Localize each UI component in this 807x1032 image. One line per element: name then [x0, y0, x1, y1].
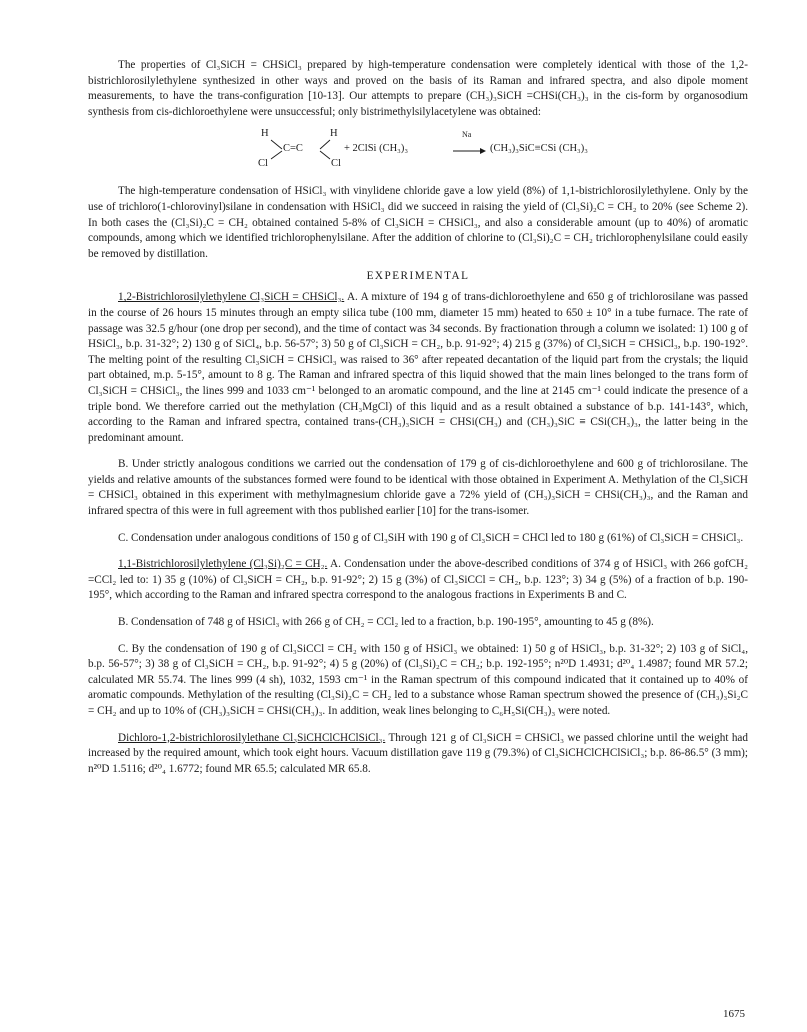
exp3-title: Dichloro-1,2-bistrichlorosilylethane Cl₃SiCHClCHClSiCl₃. [118, 731, 386, 744]
exp2-title: 1,1-Bistrichlorosilylethylene (Cl₃Si)₂C = CH₂. [118, 558, 328, 571]
exp2-c-paragraph: C. By the condensation of 190 g of Cl₃SiCCl = CH₂ with 150 g of HSiCl₃ we obtained: 1) 50 g of HSiCl₃, b.p. 31-32°; 2) 103 g of SiCl₄, b.p. 56-57°; 3) 38 g of Cl₃SiCH = CH₂, b.p. 91-92°; 4) 5 g (20%) of (Cl₃Si)₂C = CH₂; b.p. 192-195°; n²⁰D 1.4931; d²⁰₄ 1.4987; found MR 57.2; calculated MR 55.74. The lines 999 (4 sh), 1032, 1593 cm⁻¹ in the Raman spectrum of this compound indicated that it contained up to 40% of aromatic compounds. Methylation of the resulting (Cl₃Si)₂C = CH₂ led to a substance whose Raman spectrum showed the presence of (CH₃)₃Si₂C = CH₂ and up to 10% of (CH₃)₃SiCH = CHSi(CH₃)₃. In addition, weak lines belonging to C₆H₅Si(CH₃)₃ were noted. [88, 642, 748, 717]
exp1-a-text: A. A mixture of 194 g of trans-dichloroethylene and 650 g of trichlorosilane was passed in the course of 26 hours 15 minutes through an empty silica tube (100 mm, diameter 15 mm) heated to 650 ± 10° in a tube furnace. The rate of passage was 32.5 g/hour (one drop per second), and the time of contact was 34 seconds. By fractionation through a column we isolated: 1) 100 g of HSiCl₃, b.p. 31-32°; 2) 130 g of SiCl₄, b.p. 56-57°; 3) 50 g of Cl₃SiCH = CH₂, b.p. 91-92°; 4) 215 g (37%) of Cl₃SiCH = CHSiCl₃, b.p. 190-192°. The melting point of the resulting Cl₃SiCH = CHSiCl₃ was raised to 36° after repeated decantation of the liquid part from the crystals; the liquid part obtained, m.p. 5-15°, amount to 8 g. The Raman and infrared spectra of this liquid showed that the main lines belonged to the trans form of Cl₃SiCH = CHSiCl₃, the lines 999 and 1033 cm⁻¹ belonged to an aromatic compound, and the line at 2145 cm⁻¹ could indicate the presence of a triple bond. We therefore carried out the methylation (CH₃MgCl) of this liquid and as a result obtained a substance of b.p. 141-143°, which, according to the Raman and infrared spectra, contained trans-(CH₃)₃SiCH = CHSi(CH₃) and (CH₃)₃SiC ≡ CSi(CH₃)₃, the latter being in the predominant amount. [88, 291, 748, 444]
catalyst-label: Na [462, 130, 472, 140]
exp2-b-paragraph: B. Condensation of 748 g of HSiCl₃ with 266 g of CH₂ = CCl₂ led to a fraction, b.p. 190-195°, amounting to 45 g (8%). [118, 616, 654, 629]
exp2-a-text: A. Condensation under the above-described conditions of 374 g of HSiCl₃ with 266 gofCH₂ =CCl₂ led to: 1) 35 g (10%) of Cl₃SiCH = CH₂, b.p. 91-92°; 2) 15 g (3%) of Cl₃SiCCl = CH₂, b.p. 123°; 3) 34 g (5%) of a fraction of b.p. 190-195°, which according to the Raman and infrared spectra correspond to the analogous fractions in Experiments B and C. [88, 558, 748, 602]
double-bond-label: C=C [283, 143, 303, 155]
h-right-label: H [330, 128, 338, 140]
exp1-a-paragraph [88, 290, 748, 446]
exp1-b-paragraph: B. Under strictly analogous conditions we carried out the condensation of 179 g of cis-dichloroethylene and 600 g of trichlorosilane. The yields and relative amounts of the substances formed were found to be identical with those obtained in Experiment A. Methylation of the Cl₃SiCH = CHSiCl₃ obtained in this experiment with methylmagnesium chloride gave a 72% yield of (CH₃)₃SiCH = CHSi(CH₃)₃, and the Raman and infrared spectra of this were in full agreement with thos published earlier [10] for the trans-isomer. [88, 458, 748, 518]
exp1-title: 1,2-Bistrichlorosilylethylene Cl₃SiCH = CHSiCl₃. [118, 291, 345, 304]
page-number: 1675 [723, 1008, 745, 1020]
reagent-label: + 2ClSi (CH₃)₃ [344, 143, 408, 155]
exp2-a-paragraph [88, 557, 748, 604]
exp3-text: Through 121 g of Cl₃SiCH = CHSiCl₃ we passed chlorine until the weight had increased by the required amount, which took eight hours. Vacuum distillation gave 119 g (79.3%) of Cl₃SiCHClCHClSiCl₃; b.p. 86-86.5° (3 mm); n²⁰D 1.5116; d²⁰₄ 1.6772; found MR 65.5; calculated MR 65.8. [88, 731, 748, 775]
section-heading: EXPERIMENTAL [366, 270, 470, 283]
intro-paragraph: The properties of Cl₃SiCH = CHSiCl₃ prepared by high-temperature condensation were completely identical with those of the 1,2-bistrichlorosilylethylene synthesized in other ways and proved on the basis of its Raman and infrared spectra, and also dipole moment measurements, to have the trans-configuration [10-13]. Our attempts to prepare (CH₃)₃SiCH =CHSi(CH₃)₃ in the cis-form by organosodium synthesis from cis-dichloroethylene were unsuccessful; only bistrimethylsilylacetylene was obtained: [88, 59, 748, 118]
cl-right-label: Cl [331, 158, 341, 170]
exp1-c-paragraph: C. Condensation under analogous conditions of 150 g of Cl₃SiH with 190 g of Cl₃SiCH = CHCl led to 180 g (61%) of Cl₃SiCH = CHSiCl₃. [118, 531, 744, 544]
h-left-label: H [261, 128, 269, 140]
cl-left-label: Cl [258, 158, 268, 170]
exp3-paragraph [88, 731, 748, 778]
equation-bonds [88, 126, 748, 174]
reaction-equation [88, 126, 748, 174]
product-label: (CH₃)₃SiC≡CSi (CH₃)₃ [490, 143, 588, 155]
vinylidene-paragraph: The high-temperature condensation of HSiCl₃ with vinylidene chloride gave a low yield (8%) of 1,1-bistrichlorosilylethylene. Only by the use of trichloro(1-chlorovinyl)silane in condensation with HSiCl₃ did we succeed in raising the yield of (Cl₃Si)₂C = CH₂ to 20% (see Scheme 2). In both cases the (Cl₃Si)₂C = CH₂ obtained contained 5-8% of Cl₃SiCH = CHSiCl₃, and also a considerable amount (up to 40%) of aromatic compounds, among which we identified trichlorophenylsilane. After the addition of chlorine to (Cl₃Si)₂C = CH₂ trichlorophenylsilane could easily be removed by distillation. [88, 185, 748, 260]
article-body [88, 58, 748, 777]
